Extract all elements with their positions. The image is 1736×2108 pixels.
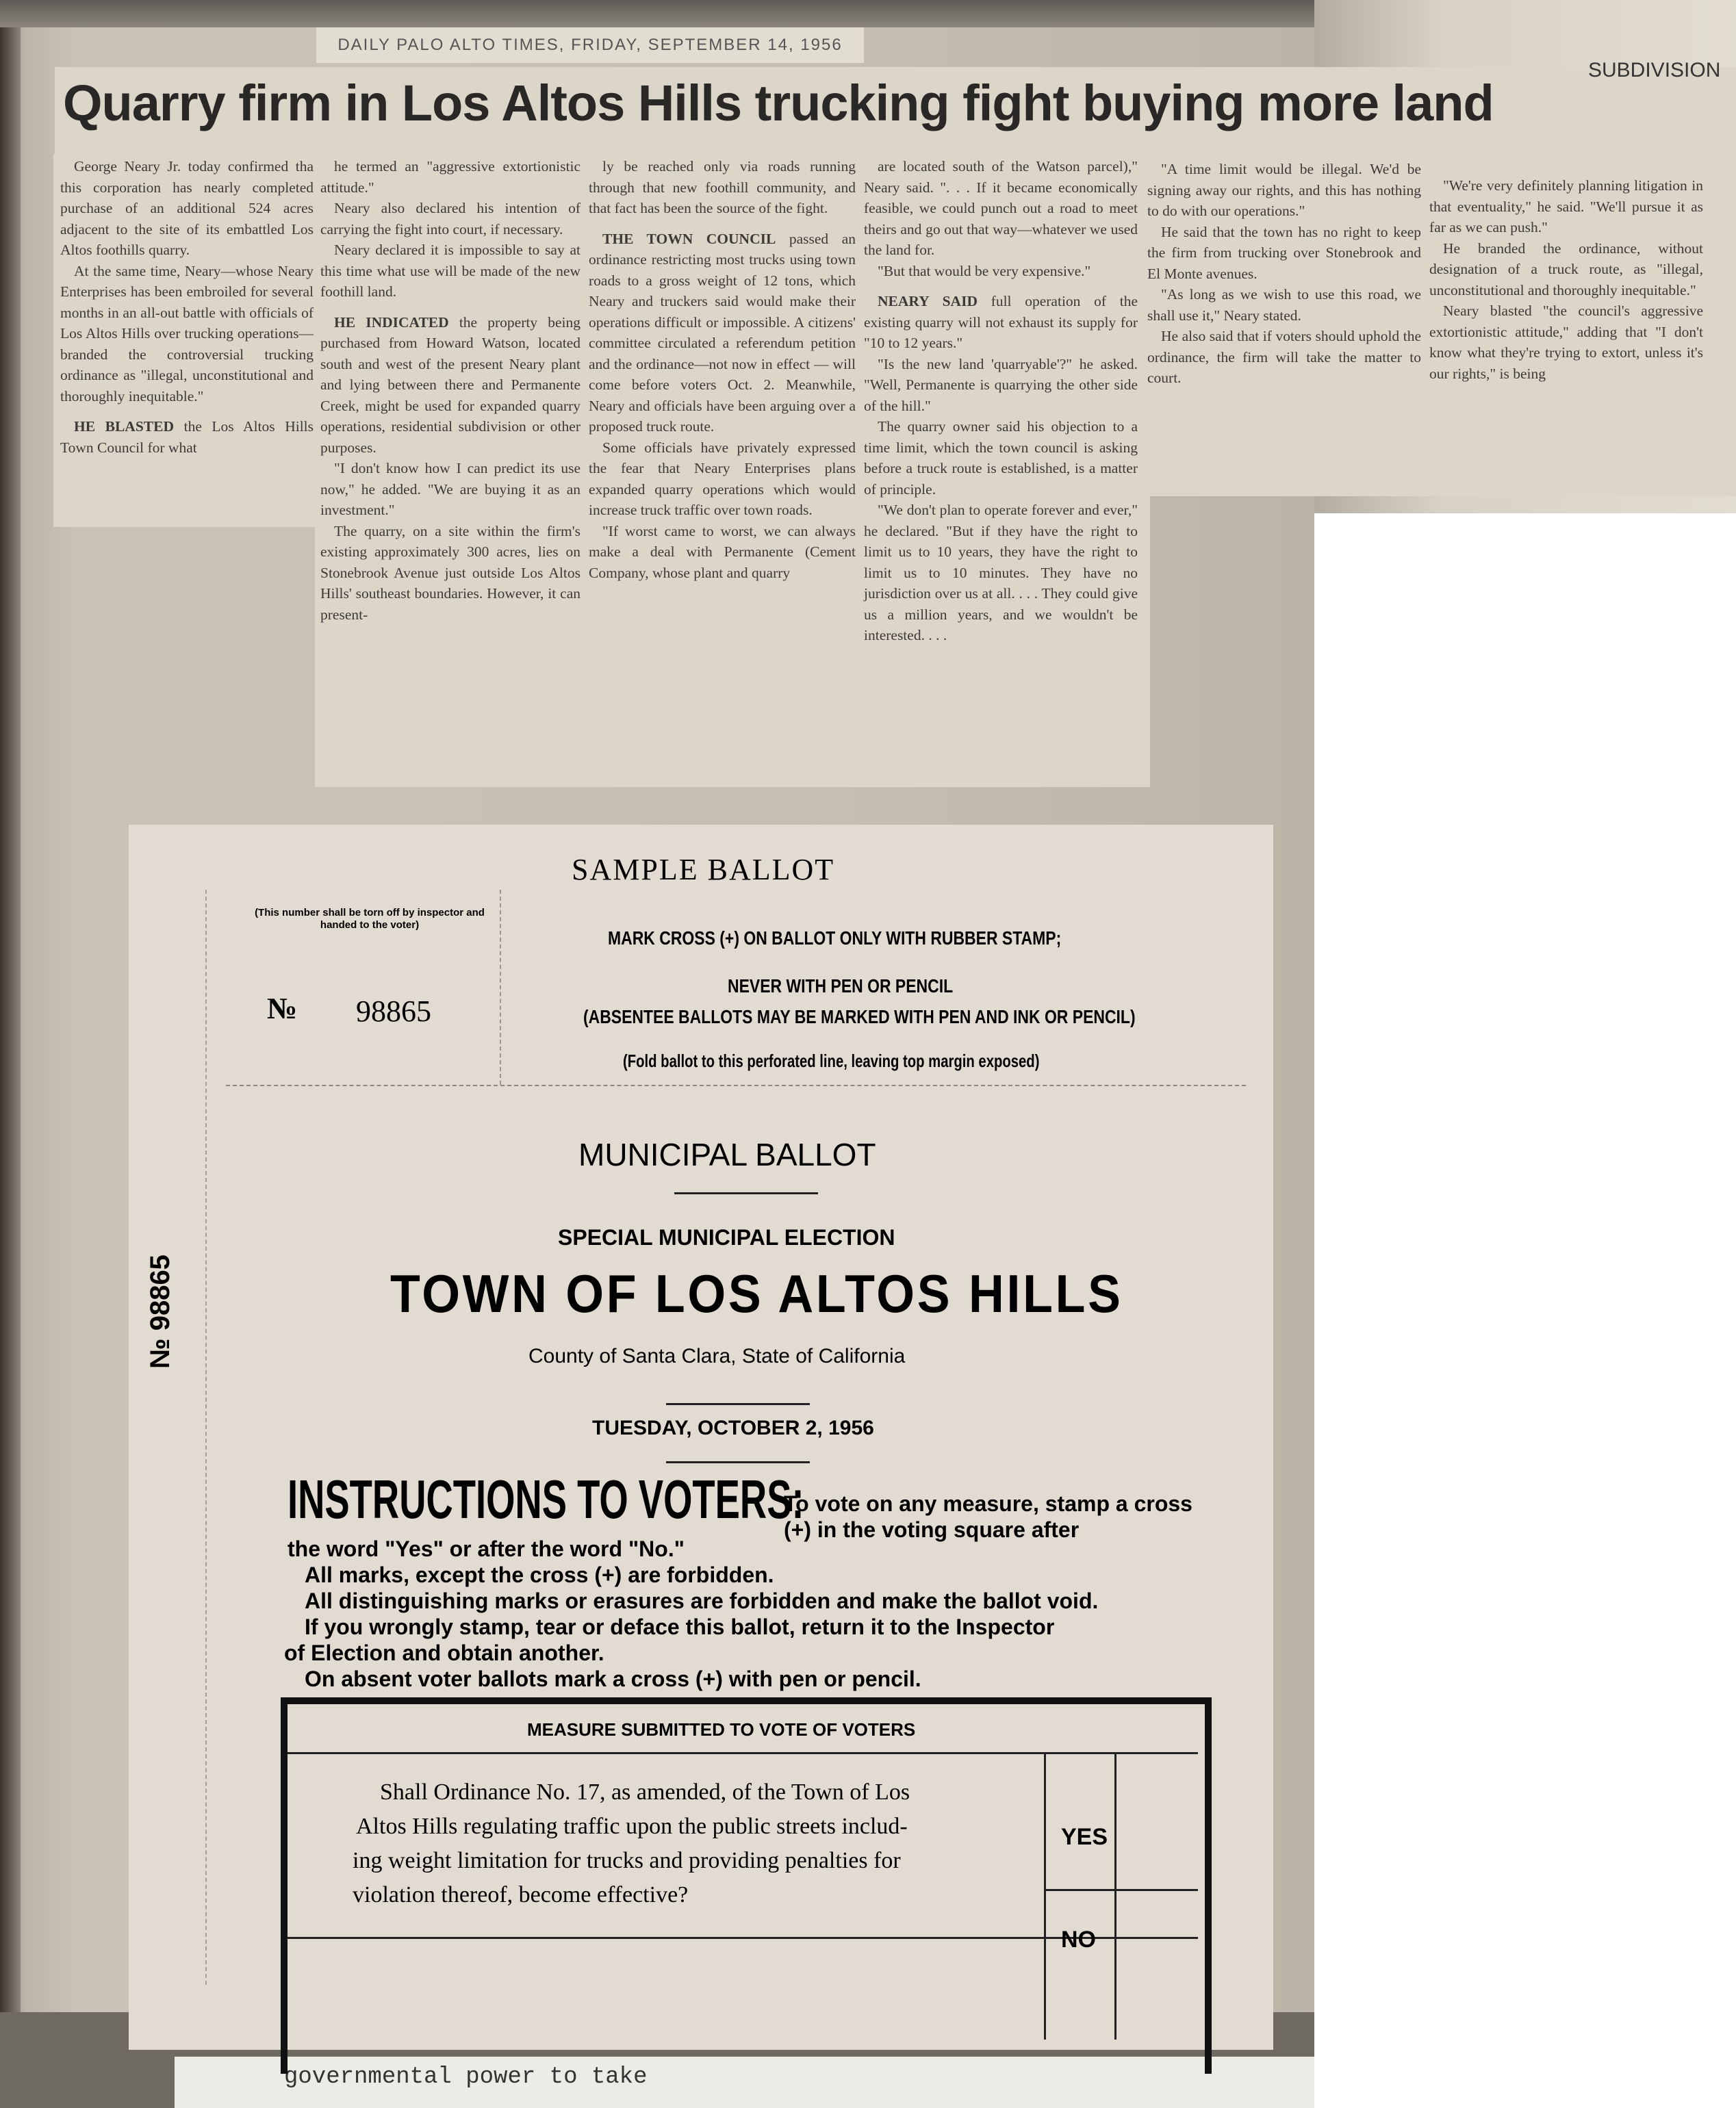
article-column-2 bbox=[320, 156, 580, 625]
paragraph: "I don't know how I can predict its use now," he added. "We are buying it as an investment." bbox=[320, 460, 580, 518]
yes-voting-square[interactable] bbox=[1119, 1756, 1195, 1886]
newspaper-headline: Quarry firm in Los Altos Hills trucking fight buying more land bbox=[63, 75, 1494, 131]
no-voting-square[interactable] bbox=[1119, 1896, 1195, 2033]
instruction-line: If you wrongly stamp, tear or deface this ballot, return it to the Inspector bbox=[305, 1615, 1055, 1639]
paragraph: He also said that if voters should uphold the ordinance, the firm will take the matter to court. bbox=[1147, 328, 1421, 386]
instructions-title: INSTRUCTIONS TO VOTERS: bbox=[288, 1469, 804, 1530]
subhead-paragraph bbox=[589, 229, 856, 437]
article-column-5 bbox=[1147, 159, 1421, 389]
perforation-line bbox=[226, 1085, 1246, 1086]
paragraph: Neary declared it is impossible to say at this time what use will be made of the new foothill land. bbox=[320, 242, 580, 300]
paragraph: ly be reached only via roads running through that new foothill community, and that fact has been the source of the fight. bbox=[589, 158, 856, 216]
subhead-paragraph bbox=[60, 416, 314, 458]
perforation-vertical bbox=[205, 890, 207, 1985]
divider-rule bbox=[666, 1461, 810, 1463]
measure-text-line: ing weight limitation for trucks and providing penalties for bbox=[353, 1848, 901, 1873]
paragraph: "We're very definitely planning litigation in that eventuality," he said. "We'll pursue it as far as we can push." bbox=[1429, 177, 1703, 235]
subhead-paragraph bbox=[320, 312, 580, 459]
paragraph: "But that would be very expensive." bbox=[878, 262, 1091, 279]
paragraph: He branded the ordinance, without designation of a truck route, as "illegal, unconstitutional and thoroughly inequitable." bbox=[1429, 240, 1703, 298]
paragraph: "Is the new land 'quarryable'?" he asked. "Well, Permanente is quarrying the other side of the hill." bbox=[864, 355, 1138, 414]
vote-column-divider bbox=[1044, 1752, 1046, 2040]
measure-text-line: Shall Ordinance No. 17, as amended, of the Town of Los bbox=[380, 1779, 910, 1805]
paragraph-text: passed an ordinance restricting most trucks using town roads to a gross weight of 12 tons, which Neary and truckers said would make their operations difficult or impossible. A citizens' committee circulated a referendum petition and the ordinance—not now in effect — will come before voters Oct. 2. Meanwhile, Neary and officials have been arguing over a proposed truck route. bbox=[589, 230, 856, 435]
ballot-title: SAMPLE BALLOT bbox=[572, 853, 835, 886]
newspaper-masthead: DAILY PALO ALTO TIMES, FRIDAY, SEPTEMBER 14, 1956 bbox=[316, 27, 864, 63]
paragraph-text: the property being purchased from Howard Watson, located south and west of the present Neary plant and lying between there and Permanente Creek, might be used for expanded quarry operations, residential subdivision or other purposes. bbox=[320, 313, 581, 456]
article-column-6 bbox=[1429, 175, 1703, 384]
subhead: HE BLASTED bbox=[74, 418, 175, 435]
special-election-heading: SPECIAL MUNICIPAL ELECTION bbox=[558, 1225, 895, 1250]
divider-rule bbox=[674, 1192, 818, 1194]
town-name: TOWN OF LOS ALTOS HILLS bbox=[390, 1263, 1123, 1324]
paragraph: Neary blasted "the council's aggressive extortionistic attitude," adding that "I don't know what they're trying to extort, unless it's our rights," is being bbox=[1429, 303, 1703, 382]
instruction-line: All distinguishing marks or erasures are forbidden and make the ballot void. bbox=[305, 1589, 1099, 1613]
ballot-number: 98865 bbox=[356, 994, 431, 1028]
paragraph: "If worst came to worst, we can always make a deal with Permanente (Cement Company, whose plant and quarry bbox=[589, 522, 856, 581]
paragraph: Some officials have privately expressed the fear that Neary Enterprises plans expanded quarry operations which would increase truck traffic over town roads. bbox=[589, 439, 856, 518]
instructions-side-text: To vote on any measure, stamp a cross (+) in the voting square after bbox=[784, 1491, 1192, 1542]
measure-header: MEASURE SUBMITTED TO VOTE OF VOTERS bbox=[527, 1719, 916, 1740]
instruction-line: of Election and obtain another. bbox=[284, 1641, 604, 1665]
paragraph: he termed an "aggressive extortionistic attitude." bbox=[320, 158, 580, 196]
yes-no-divider bbox=[1044, 1889, 1198, 1891]
vote-square-divider bbox=[1114, 1752, 1116, 2040]
yes-label: YES bbox=[1061, 1824, 1108, 1850]
county-line: County of Santa Clara, State of California bbox=[528, 1345, 906, 1367]
bottom-typed-fragment: governmental power to take bbox=[175, 2057, 1314, 2108]
municipal-ballot-heading: MUNICIPAL BALLOT bbox=[578, 1137, 876, 1172]
measure-text-line: Altos Hills regulating traffic upon the public streets includ- bbox=[356, 1814, 908, 1839]
instruction-line: the word "Yes" or after the word "No." bbox=[288, 1537, 685, 1561]
paragraph: "A time limit would be illegal. We'd be signing away our rights, and this has nothing to do with our operations." bbox=[1147, 161, 1421, 219]
instruction-line: On absent voter ballots mark a cross (+) with pen or pencil. bbox=[305, 1667, 921, 1691]
fold-note: (Fold ballot to this perforated line, leaving top margin exposed) bbox=[623, 1051, 1040, 1071]
paragraph: At the same time, Neary—whose Neary Enterprises has been embroiled for several months in an all-out battle with officials of Los Altos Hills over trucking operations—branded the controversial trucking ordinance as "illegal, unconstitutional and thoroughly inequitable." bbox=[60, 262, 314, 404]
number-symbol: № bbox=[267, 992, 298, 1025]
subhead: NEARY SAID bbox=[878, 293, 978, 309]
stub-note: (This number shall be torn off by inspector and handed to the voter) bbox=[255, 907, 485, 931]
article-column-3 bbox=[589, 156, 856, 583]
no-label: NO bbox=[1061, 1927, 1096, 1953]
paragraph: "We don't plan to operate forever and ever," he declared. "But if they have the right to limit us to 10 years, they have the right to limit us to 10 minutes. They have no jurisdiction over us at all. . . . They could give us a million years, and we wouldn't be interested. . . . bbox=[864, 502, 1138, 643]
side-ballot-number: № 98865 bbox=[145, 1255, 175, 1369]
paragraph: are located south of the Watson parcel)," Neary said. ". . . If it became economically feasible, we could punch out a road to meet theirs and go out that way—whatever we used the land for. bbox=[864, 158, 1138, 258]
article-column-1 bbox=[60, 156, 314, 458]
paragraph: George Neary Jr. today confirmed tha this corporation has nearly completed purchase of an additional 524 acres adjacent to the site of its embattled Los Altos foothills quarry. bbox=[60, 158, 314, 258]
subhead-paragraph bbox=[864, 291, 1138, 354]
paragraph-text: the Los Altos Hills Town Council for what bbox=[60, 418, 314, 456]
paragraph: The quarry owner said his objection to a time limit, which the town council is asking before a truck route is established, is a matter of principle. bbox=[864, 418, 1138, 498]
article-column-4 bbox=[864, 156, 1138, 646]
blank-area bbox=[1314, 513, 1736, 2108]
measure-header-rule bbox=[288, 1752, 1198, 1754]
subhead: THE TOWN COUNCIL bbox=[602, 230, 776, 247]
page-edge-shadow bbox=[0, 0, 21, 2108]
adjacent-clipping-label: SUBDIVISION bbox=[1588, 59, 1721, 81]
paragraph-text: full operation of the existing quarry will not exhaust its supply for "10 to 12 years." bbox=[864, 293, 1138, 351]
paragraph: Neary also declared his intention of carrying the fight into court, if necessary. bbox=[320, 200, 580, 237]
mark-instruction-3: (ABSENTEE BALLOTS MAY BE MARKED WITH PEN AND INK OR PENCIL) bbox=[583, 1006, 1136, 1027]
paragraph: "As long as we wish to use this road, we shall use it," Neary stated. bbox=[1147, 286, 1421, 324]
measure-text-line: violation thereof, become effective? bbox=[353, 1882, 689, 1907]
election-date: TUESDAY, OCTOBER 2, 1956 bbox=[592, 1417, 874, 1439]
paragraph: He said that the town has no right to keep the firm from trucking over Stonebrook and El Monte avenues. bbox=[1147, 223, 1421, 282]
subhead: HE INDICATED bbox=[334, 313, 449, 331]
instruction-line: All marks, except the cross (+) are forbidden. bbox=[305, 1563, 774, 1587]
mark-instruction-2: NEVER WITH PEN OR PENCIL bbox=[728, 975, 954, 997]
stub-divider bbox=[500, 890, 501, 1085]
paragraph: The quarry, on a site within the firm's existing approximately 300 acres, lies on Stonebrook Avenue just outside Los Altos Hills' southeast boundaries. However, it can present- bbox=[320, 522, 580, 623]
divider-rule bbox=[666, 1403, 810, 1405]
mark-instruction-1: MARK CROSS (+) ON BALLOT ONLY WITH RUBBER STAMP; bbox=[608, 927, 1062, 949]
